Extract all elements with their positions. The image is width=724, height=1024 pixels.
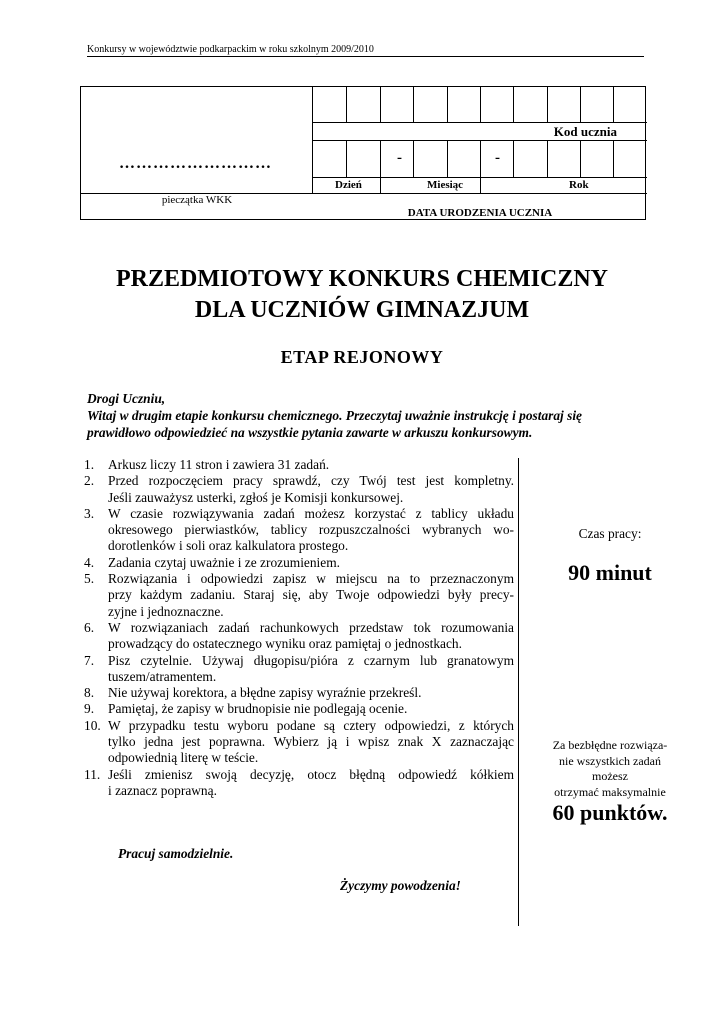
date-cell-separator	[413, 140, 414, 177]
instruction-line: odpowiednią literę w teście.	[108, 750, 259, 766]
kod-ucznia-label: Kod ucznia	[553, 124, 617, 139]
instruction-line: Pisz czytelnie. Używaj długopisu/pióra z czarnym lub granatowym	[108, 652, 514, 668]
instruction-item	[84, 457, 514, 473]
instruction-item	[84, 571, 514, 620]
instruction-line: Rozwiązania i odpowiedzi zapisz w miejscu na to przeznaczonym	[108, 571, 514, 587]
instruction-number: 11.	[84, 766, 101, 782]
date-cell-separator	[547, 140, 548, 177]
code-cell-separator	[480, 87, 481, 122]
points-line-3: możesz	[592, 769, 628, 783]
date-cell-separator	[513, 140, 514, 177]
student-info-table	[80, 86, 646, 220]
time-label: Czas pracy:	[578, 526, 642, 541]
month-label: Miesiąc	[427, 179, 464, 191]
good-luck-note: Życzymy powodzenia!	[340, 878, 461, 893]
date-cell-separator	[346, 140, 347, 177]
instruction-item	[84, 701, 514, 717]
instruction-line: Jeśli zmienisz swoją decyzję, otocz błędną odpowiedź kółkiem	[108, 766, 514, 782]
code-cell-separator	[380, 87, 381, 122]
instruction-line: Zadania czytaj uważnie i ze zrozumieniem.	[108, 554, 340, 570]
work-alone-note: Pracuj samodzielnie.	[118, 846, 234, 861]
greeting-line-1: Drogi Uczniu,	[87, 391, 166, 406]
instruction-line: tuszem/atramentem.	[108, 668, 217, 684]
title-line-1: PRZEDMIOTOWY KONKURS CHEMICZNY	[115, 266, 609, 292]
instruction-item	[84, 767, 514, 800]
instruction-line: Arkusz liczy 11 stron i zawiera 31 zadań.	[108, 457, 330, 472]
instruction-line: zyjne i jednoznaczne.	[108, 603, 224, 619]
instruction-number: 8.	[84, 685, 95, 701]
stamp-label: pieczątka WKK	[161, 194, 233, 206]
stamp-cell	[81, 87, 313, 193]
date-cell-separator	[480, 140, 481, 177]
year-label: Rok	[569, 179, 589, 191]
code-cell-separator	[613, 87, 614, 122]
date-dash-1: -	[397, 150, 402, 166]
points-line-1: Za bezbłędne rozwiąza-	[552, 738, 668, 752]
greeting-line-2: Witaj w drugim etapie konkursu chemicznego. Przeczytaj uważnie instrukcję i postaraj się	[87, 408, 583, 423]
date-cell-separator	[380, 140, 381, 177]
code-cell-separator	[447, 87, 448, 122]
instruction-number: 9.	[84, 701, 95, 717]
points-line-2: nie wszystkich zadań	[559, 753, 661, 768]
instruction-item	[84, 506, 514, 555]
date-cell-separator	[580, 140, 581, 177]
date-dash-2: -	[495, 150, 500, 166]
stamp-dots: ………………………	[119, 155, 272, 172]
date-cell-separator	[447, 140, 448, 177]
instruction-line: Jeśli zauważysz usterki, zgłoś je Komisji konkursowej.	[108, 489, 404, 505]
points-description	[530, 738, 690, 800]
stage-title: ETAP REJONOWY	[280, 347, 444, 367]
instruction-number: 7.	[84, 652, 95, 668]
instruction-line: W przypadku testu wyboru podane są cztery odpowiedzi, z których	[108, 717, 514, 733]
instruction-number: 10.	[84, 717, 101, 733]
instruction-line: dorotlenków i soli oraz kalkulatora prostego.	[108, 538, 349, 554]
points-value: 60 punktów.	[552, 800, 668, 825]
stamp-bottom-line	[81, 193, 647, 194]
instruction-line: tylko jedna jest poprawna. Wybierz ją i wpisz znak X zaznaczając	[108, 734, 514, 750]
instruction-line: W czasie rozwiązywania zadań możesz korzystać z tablicy układu	[108, 505, 514, 521]
instruction-line: i zaznacz poprawną.	[108, 782, 217, 798]
instructions-list	[84, 457, 514, 799]
instruction-line: Pamiętaj, że zapisy w brudnopisie nie podlegają ocenie.	[108, 701, 408, 717]
birth-date-label: DATA URODZENIA UCZNIA	[407, 207, 553, 219]
instruction-line: W rozwiązaniach zadań rachunkowych przedstaw tok rozumowania	[108, 619, 514, 635]
instruction-number: 3.	[84, 505, 95, 521]
kod-top-line	[313, 122, 647, 123]
instruction-line: prowadzący do ostatecznego wyniku oraz pamiętaj o jednostkach.	[108, 636, 462, 652]
code-cell-separator	[580, 87, 581, 122]
instruction-item	[84, 473, 514, 506]
date-cell-separator	[613, 140, 614, 177]
instruction-number: 2.	[84, 473, 95, 489]
greeting-line-3: prawidłowo odpowiedzieć na wszystkie pytania zawarte w arkuszu konkursowym.	[87, 425, 533, 440]
code-cell-separator	[346, 87, 347, 122]
code-cell-separator	[547, 87, 548, 122]
instruction-number: 4.	[84, 554, 95, 570]
instruction-item	[84, 718, 514, 767]
page-header: Konkursy w województwie podkarpackim w roku szkolnym 2009/2010	[87, 44, 644, 57]
code-cell-separator	[513, 87, 514, 122]
points-line-4: otrzymać maksymalnie	[554, 784, 666, 799]
instruction-line: Przed rozpoczęciem pracy sprawdź, czy Twój test jest kompletny.	[108, 473, 514, 489]
instruction-item	[84, 685, 514, 701]
title-line-2: DLA UCZNIÓW GIMNAZJUM	[194, 297, 530, 323]
instruction-item	[84, 653, 514, 686]
instruction-item	[84, 555, 514, 571]
instruction-item	[84, 620, 514, 653]
instruction-line: Nie używaj korektora, a błędne zapisy wyraźnie przekreśl.	[108, 685, 422, 701]
date-label-separator	[480, 177, 481, 193]
instruction-number: 1.	[84, 457, 95, 472]
time-value: 90 minut	[568, 560, 652, 585]
day-label: Dzień	[335, 179, 362, 191]
code-cell-separator	[413, 87, 414, 122]
instruction-line: okresowego pierwiastków, tablicy rozpuszczalności wybranych wo-	[108, 522, 514, 538]
instruction-line: przy każdym zadaniu. Staraj się, aby Twoje odpowiedzi były precy-	[108, 587, 514, 603]
instruction-number: 6.	[84, 619, 95, 635]
column-divider	[518, 458, 519, 926]
date-label-separator	[380, 177, 381, 193]
instruction-number: 5.	[84, 571, 95, 587]
greeting	[87, 390, 647, 441]
